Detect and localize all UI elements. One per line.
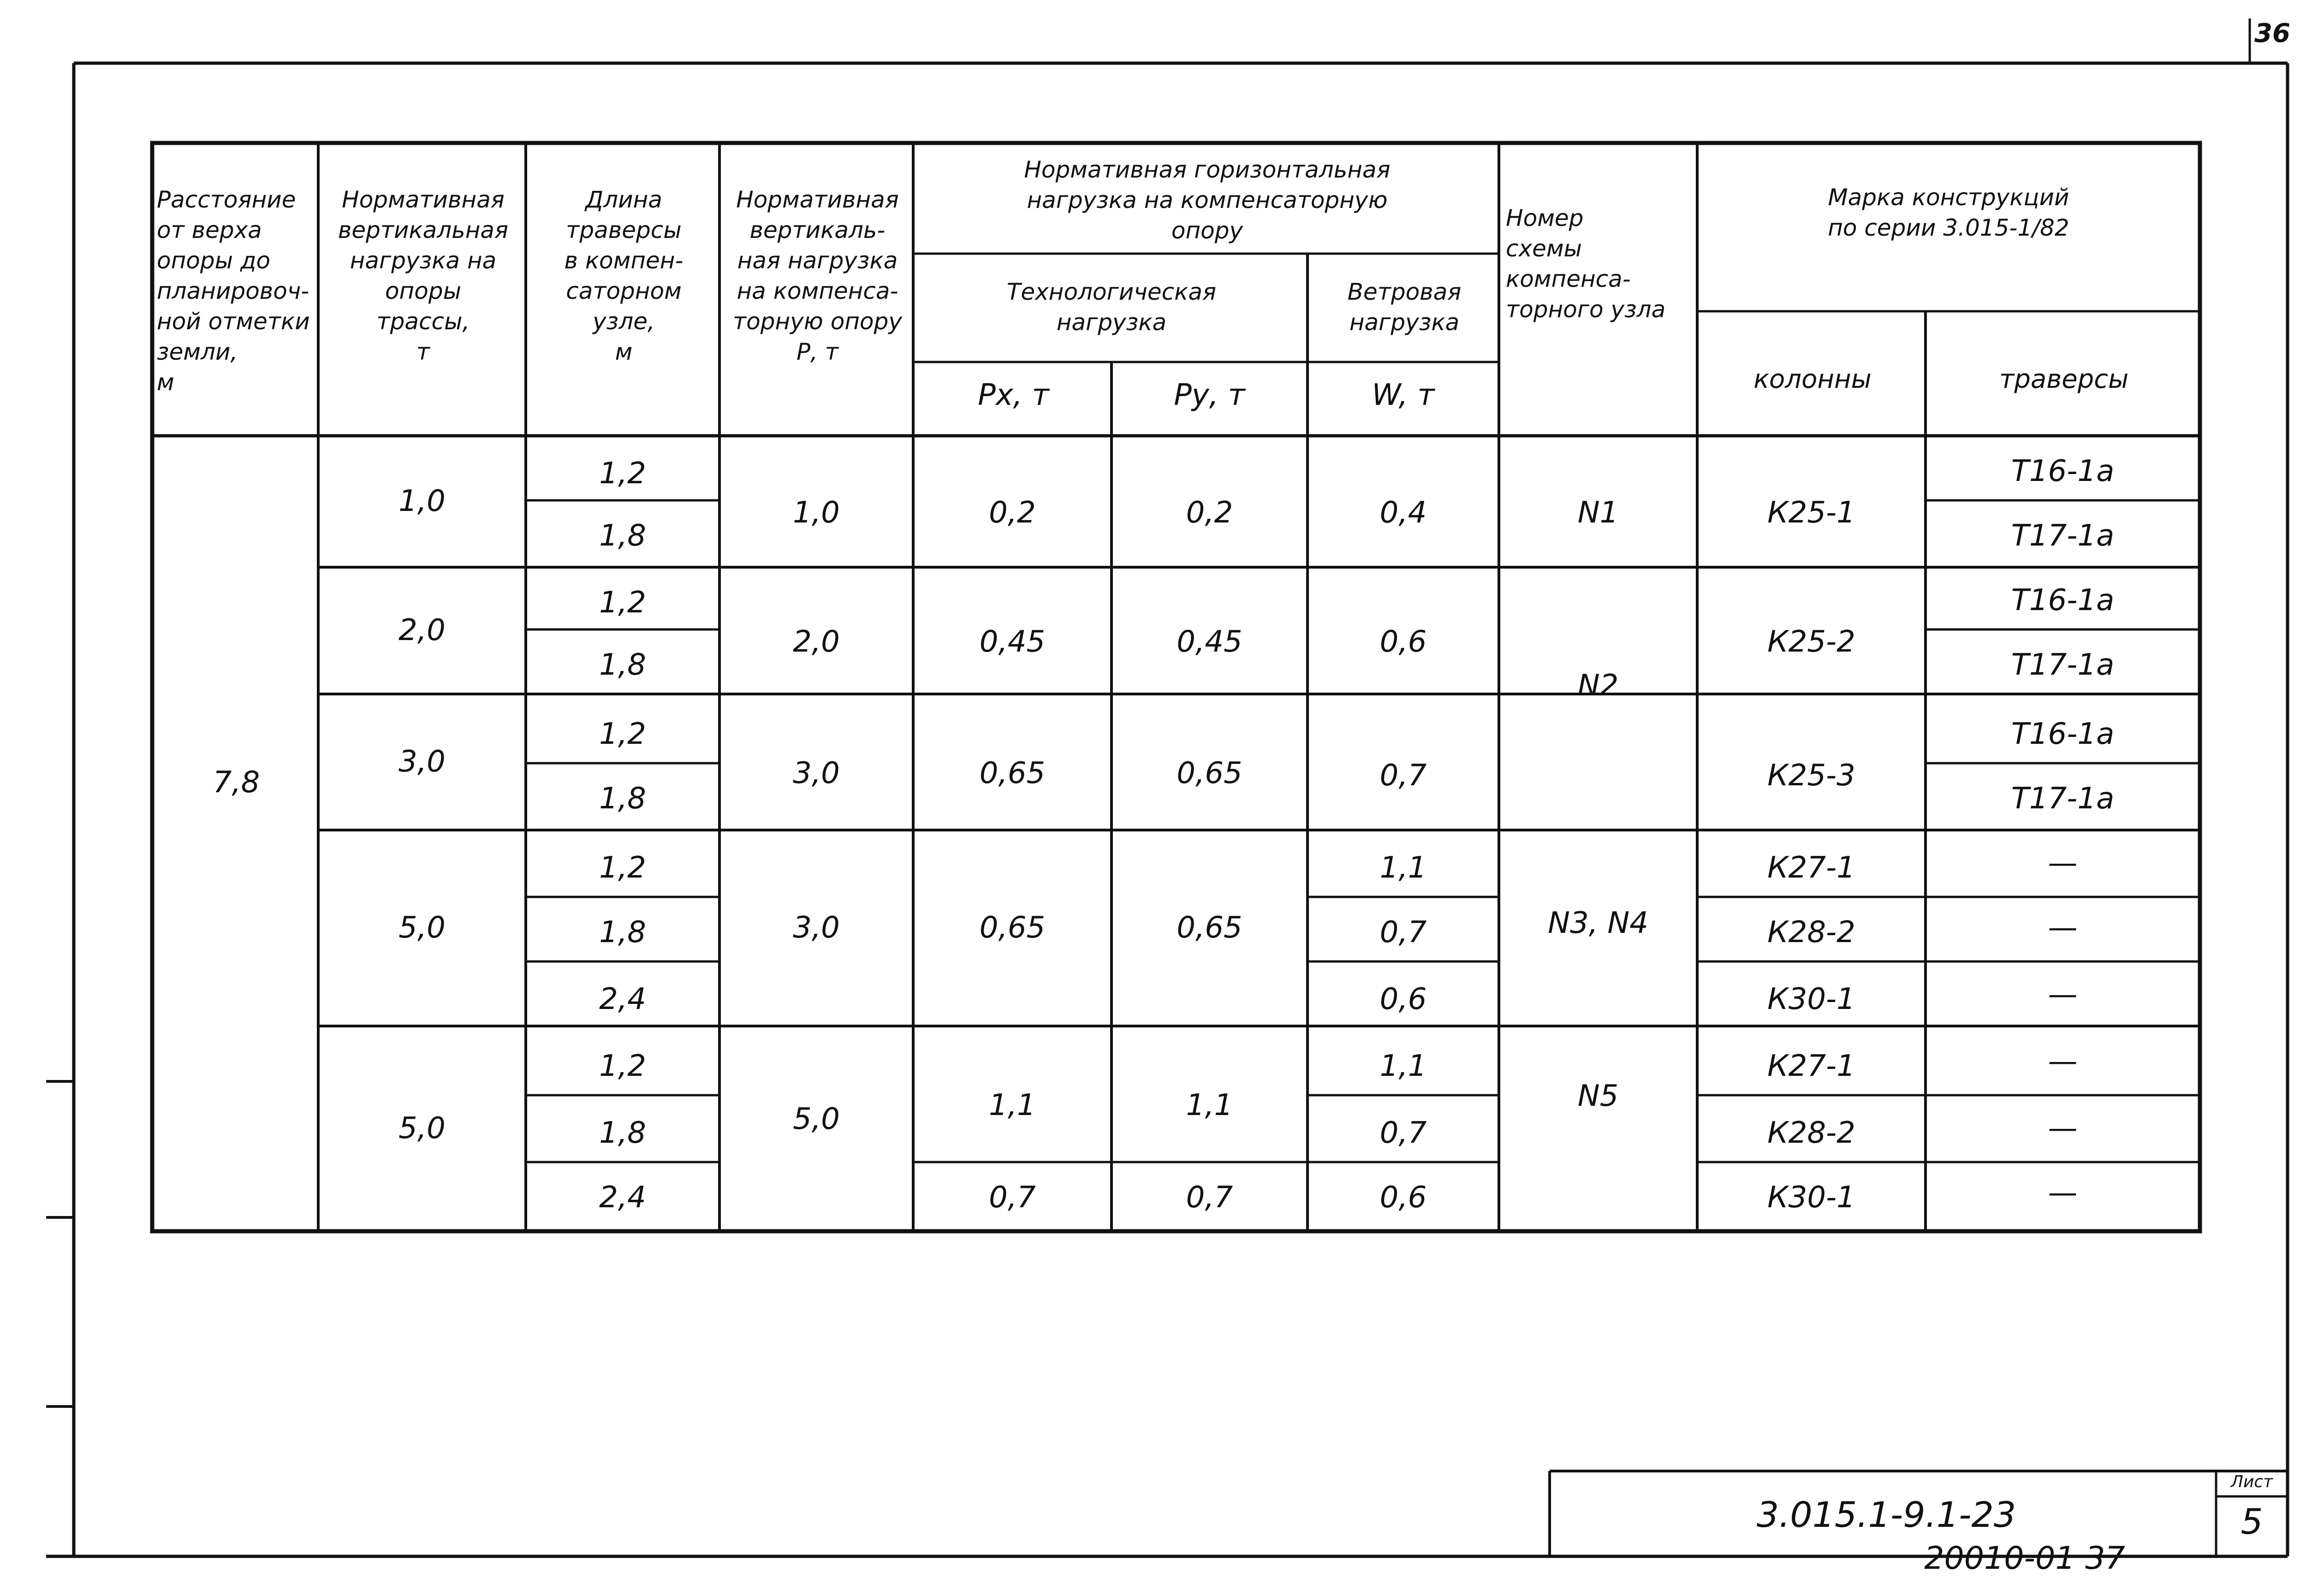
vertical-load-3: 3,0 (398, 745, 446, 779)
vertical-load-1: 1,0 (398, 484, 446, 518)
column-mark-2: К25-2 (1767, 625, 1855, 659)
column-mark-8: К28-2 (1767, 1116, 1855, 1150)
traverse-mark-12: — (2048, 1176, 2078, 1210)
w-value-9: 0,6 (1379, 1181, 1427, 1215)
column-mark-1: К25-1 (1767, 496, 1855, 530)
header-traverse-length: Длина траверсы в компен- саторном узле, м (564, 186, 683, 365)
p-value-2: 2,0 (793, 625, 840, 659)
distance-value: 7,8 (213, 765, 260, 800)
w-value-2: 0,6 (1379, 625, 1427, 659)
column-mark-7: К27-1 (1767, 1049, 1855, 1083)
p-value-4: 3,0 (793, 911, 840, 945)
header-traverses: траверсы (1999, 364, 2129, 394)
vertical-load-2: 2,0 (398, 613, 446, 647)
traverse-length-8: 1,8 (599, 915, 646, 949)
traverse-length-7: 1,2 (599, 851, 646, 885)
traverse-mark-5: Т16-1а (2011, 717, 2115, 751)
traverse-length-6: 1,8 (599, 782, 646, 816)
w-value-7: 1,1 (1379, 1049, 1427, 1083)
py-value-2: 0,45 (1177, 625, 1242, 659)
header-scheme: Номер схемы компенса- торного узла (1506, 205, 1666, 323)
traverse-mark-3: Т16-1а (2011, 583, 2115, 617)
w-value-3: 0,7 (1379, 759, 1427, 793)
header-columns: колонны (1753, 364, 1872, 394)
stamp-sheet-label: Лист (2230, 1472, 2273, 1491)
header-vertical-load-route: Нормативная вертикальная нагрузка на опоры трассы, т (338, 186, 509, 365)
p-value-3: 3,0 (793, 756, 840, 790)
px-value-5: 1,1 (989, 1088, 1036, 1122)
column-mark-5: К28-2 (1767, 915, 1855, 949)
traverse-mark-11: — (2048, 1111, 2078, 1145)
p-value-5: 5,0 (793, 1102, 840, 1136)
page-number: 36 (2254, 18, 2290, 48)
column-mark-9: К30-1 (1767, 1181, 1855, 1215)
traverse-length-9: 2,4 (599, 982, 646, 1016)
py-value-5: 1,1 (1186, 1088, 1233, 1122)
py-value-3: 0,65 (1177, 756, 1242, 790)
header-vertical-load-comp: Нормативная вертикаль- ная нагрузка на компенса- торную опору Р, т (733, 186, 902, 365)
px-value-2: 0,45 (979, 625, 1046, 659)
column-mark-3: К25-3 (1767, 759, 1855, 793)
column-mark-6: К30-1 (1767, 982, 1855, 1016)
traverse-mark-7: — (2048, 846, 2078, 880)
column-mark-4: К27-1 (1767, 851, 1855, 885)
traverse-mark-4: Т17-1а (2011, 648, 2115, 682)
traverse-length-11: 1,8 (599, 1116, 646, 1150)
px-value-1: 0,2 (989, 496, 1036, 530)
traverse-length-10: 1,2 (599, 1049, 646, 1083)
traverse-length-3: 1,2 (599, 586, 646, 620)
vertical-load-5: 5,0 (398, 1111, 446, 1145)
w-value-5: 0,7 (1379, 915, 1427, 949)
traverse-length-1: 1,2 (599, 457, 646, 491)
py-value-6: 0,7 (1186, 1181, 1233, 1215)
traverse-length-2: 1,8 (599, 519, 646, 553)
traverse-mark-6: Т17-1а (2011, 782, 2115, 816)
traverse-mark-10: — (2048, 1044, 2078, 1079)
header-marks: Марка конструкций по серии 3.015-1/82 (1828, 184, 2069, 241)
header-wind-load: Ветровая нагрузка (1347, 279, 1462, 336)
inventory-number: 20010-01 37 (1924, 1540, 2125, 1577)
p-value-1: 1,0 (793, 496, 840, 530)
w-value-4: 1,1 (1379, 851, 1427, 885)
w-value-8: 0,7 (1379, 1116, 1427, 1150)
scheme-2: N2 (1577, 669, 1619, 703)
stamp-sheet-number: 5 (2241, 1501, 2263, 1542)
traverse-length-5: 1,2 (599, 717, 646, 751)
scheme-4: N5 (1577, 1079, 1619, 1113)
vertical-load-4: 5,0 (398, 911, 446, 945)
traverse-mark-9: — (2048, 978, 2078, 1012)
px-value-6: 0,7 (989, 1181, 1036, 1215)
header-tech-load: Технологическая нагрузка (1006, 279, 1217, 336)
px-value-4: 0,65 (979, 911, 1046, 945)
w-value-6: 0,6 (1379, 982, 1427, 1016)
py-value-1: 0,2 (1186, 496, 1233, 530)
traverse-mark-2: Т17-1а (2011, 519, 2115, 553)
scheme-1: N1 (1577, 496, 1619, 530)
traverse-mark-1: Т16-1а (2011, 454, 2115, 488)
header-px: Рх, т (978, 378, 1049, 412)
header-w: W, т (1372, 378, 1435, 412)
stamp-document-code: 3.015.1-9.1-23 (1756, 1494, 2016, 1535)
traverse-length-12: 2,4 (599, 1181, 646, 1215)
w-value-1: 0,4 (1379, 496, 1427, 530)
px-value-3: 0,65 (979, 756, 1046, 790)
traverse-mark-8: — (2048, 911, 2078, 945)
py-value-4: 0,65 (1177, 911, 1242, 945)
header-horizontal-load: Нормативная горизонтальная нагрузка на компенсаторную опору (1024, 156, 1391, 244)
header-distance: Расстояние от верха опоры до планировоч- ной отметки земли, м (157, 186, 310, 396)
scheme-3: N3, N4 (1548, 906, 1648, 940)
traverse-length-4: 1,8 (599, 648, 646, 682)
header-py: Ру, т (1174, 378, 1245, 412)
